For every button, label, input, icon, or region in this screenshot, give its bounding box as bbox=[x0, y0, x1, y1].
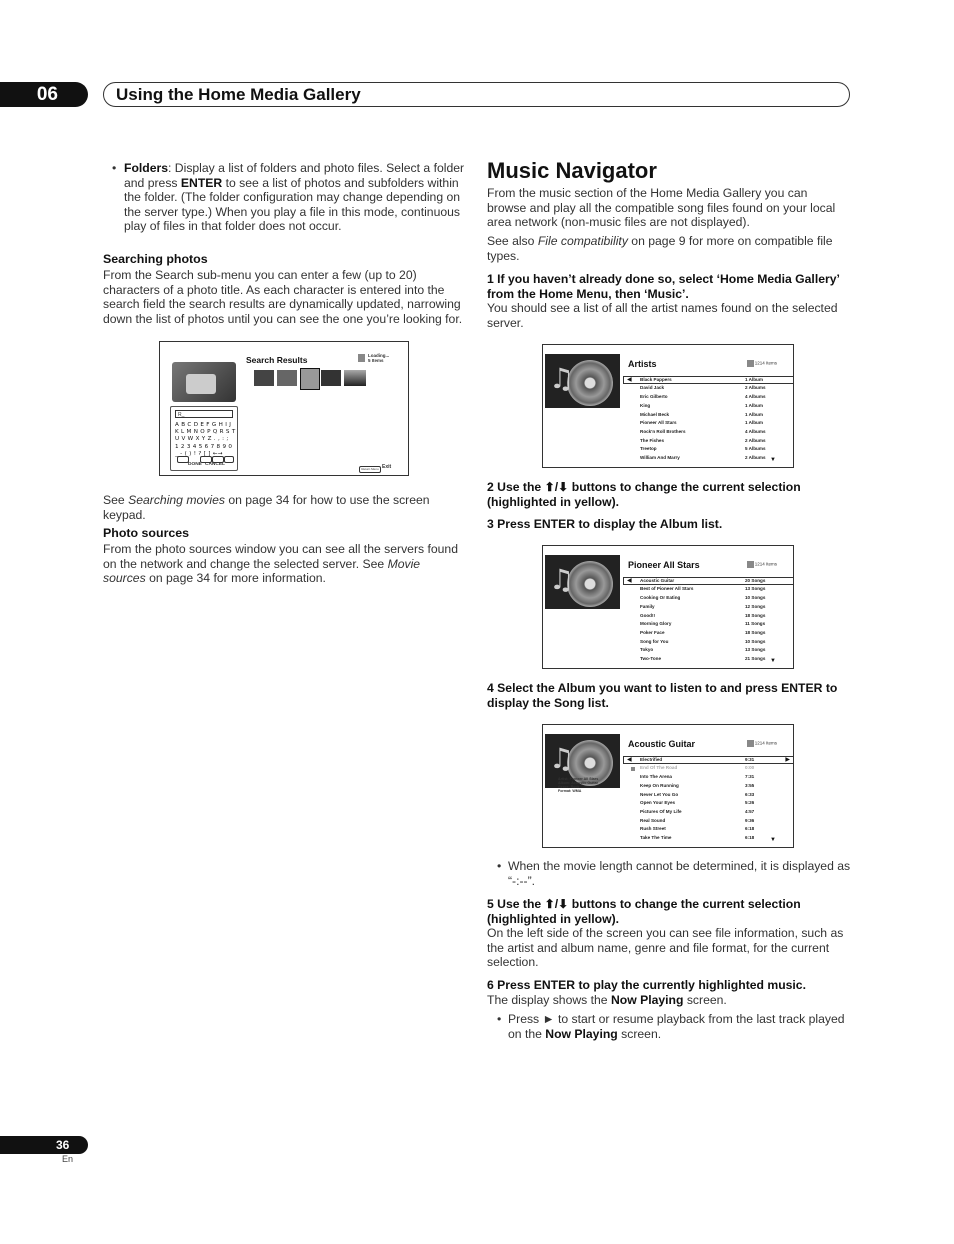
see-text-a: See bbox=[103, 493, 129, 507]
list-item[interactable] bbox=[640, 773, 795, 782]
list-item-name: Black Pappers bbox=[640, 376, 672, 382]
list-item[interactable] bbox=[640, 445, 795, 454]
list-item-value: 18 Songs bbox=[745, 612, 766, 618]
list-item-value: 1 Album bbox=[745, 376, 763, 382]
list-item-name: Real Sound bbox=[640, 817, 666, 823]
folders-text-b: to see a list of photos and subfolders within the folder. (The folder configuration may change depending on the server type.) When you play a file in this mode, continuous play of files in that folder does not occur. bbox=[124, 175, 461, 234]
see-italic: Searching movies bbox=[128, 493, 225, 507]
loading-status bbox=[368, 353, 389, 363]
file-info-line: Album: Acoustic Guitar bbox=[558, 781, 598, 785]
step-1-text: You should see a list of all the artist names found on the selected server. bbox=[487, 301, 838, 330]
step6-b: screen. bbox=[683, 993, 727, 1007]
scroll-down-icon[interactable]: ▼ bbox=[770, 658, 776, 665]
list-item[interactable] bbox=[640, 384, 795, 393]
list-item-value: 6:18 bbox=[745, 826, 755, 832]
search-results-title: Search Results bbox=[246, 355, 308, 365]
list-item-value: 2 Albums bbox=[745, 385, 766, 391]
see-also-italic: File compatibility bbox=[537, 234, 628, 248]
list-item-value: 21 Songs bbox=[745, 656, 766, 661]
items-count bbox=[747, 740, 777, 747]
list-item[interactable] bbox=[640, 799, 795, 808]
list-item-name: Electrified bbox=[640, 756, 663, 762]
list-item-name: Cooking Or Eating bbox=[640, 595, 681, 601]
list-item-value: 13 Songs bbox=[745, 647, 766, 653]
list-item-value: 4:57 bbox=[745, 808, 755, 814]
photo-thumbnail-selected[interactable] bbox=[300, 368, 320, 390]
scroll-down-icon[interactable]: ▼ bbox=[770, 837, 776, 844]
list-item[interactable] bbox=[640, 612, 795, 621]
list-item[interactable] bbox=[640, 393, 795, 402]
music-intro: From the music section of the Home Media Gallery you can browse and play all the compatible song files found on your local area network (non-music files are not displayed). bbox=[487, 186, 836, 230]
music-note-icon: ♫ bbox=[549, 742, 575, 775]
left-arrow-icon[interactable]: ◀ bbox=[627, 578, 632, 584]
step-5-text: On the left side of the screen you can see file information, such as the artist and album name, genre and file format, for the current selection. bbox=[487, 926, 844, 970]
list-item-value: 2 Albums bbox=[745, 437, 766, 443]
page-number: 36 bbox=[56, 1138, 70, 1152]
lock-icon bbox=[631, 767, 635, 771]
camera-thumbnail bbox=[172, 362, 236, 402]
list-item-name: Morning Glory bbox=[640, 621, 672, 627]
photo-sources-heading: Photo sources bbox=[103, 526, 190, 540]
list-item-value: 7:31 bbox=[745, 774, 755, 780]
items-count-text: 1214 Items bbox=[754, 561, 777, 567]
press-bold: Now Playing bbox=[545, 1026, 618, 1041]
list-item-value: 4 Albums bbox=[745, 428, 766, 434]
albums-screen bbox=[542, 545, 794, 669]
step-6: 6 Press ENTER to play the currently highlighted music. bbox=[487, 978, 806, 992]
list-item-value: 20 Songs bbox=[745, 577, 766, 583]
loading-text: Loading... bbox=[368, 353, 390, 358]
list-item-value: 3:55 bbox=[745, 782, 755, 788]
list-item-name: Eric Gilberto bbox=[640, 394, 668, 400]
right-arrow-icon[interactable]: ▶ bbox=[785, 757, 790, 763]
list-item[interactable] bbox=[640, 376, 795, 385]
list-item-value: 1 Album bbox=[745, 402, 763, 408]
search-input[interactable]: R_ bbox=[175, 410, 233, 418]
chapter-title: Using the Home Media Gallery bbox=[116, 85, 361, 104]
return-menu-button[interactable]: Return Menu bbox=[359, 466, 381, 473]
list-item[interactable] bbox=[640, 594, 795, 603]
keypad-row[interactable]: K L M N O P Q R S T bbox=[175, 429, 236, 436]
step-5: 5 Use the ⬆/⬇ buttons to change the current selection (highlighted in yellow). bbox=[487, 897, 801, 926]
list-item[interactable] bbox=[640, 825, 795, 834]
list-item-name: Poker Face bbox=[640, 629, 665, 635]
left-arrow-icon[interactable]: ◀ bbox=[627, 377, 632, 383]
photo-thumbnails bbox=[254, 370, 366, 388]
length-note: When the movie length cannot be determined, it is displayed as “-:--”. bbox=[508, 859, 851, 888]
file-info-line: Format: WMA bbox=[558, 789, 582, 793]
left-arrow-icon[interactable]: ◀ bbox=[627, 757, 632, 763]
keypad-row[interactable]: 1 2 3 4 5 6 7 8 9 0 bbox=[175, 443, 233, 450]
bullet-dot: • bbox=[497, 859, 502, 873]
photo-thumbnail[interactable] bbox=[277, 370, 297, 386]
photo-thumbnail[interactable] bbox=[254, 370, 274, 386]
list-item-value: 4 Albums bbox=[745, 394, 766, 400]
list-item[interactable] bbox=[640, 603, 795, 612]
list-item-value: 13 Songs bbox=[745, 586, 766, 592]
list-item[interactable] bbox=[640, 577, 795, 586]
list-item[interactable] bbox=[640, 620, 795, 629]
list-item-name: Tokyo bbox=[640, 647, 654, 653]
items-icon bbox=[747, 561, 754, 568]
keypad-frame bbox=[170, 406, 238, 471]
list-item-name: Michael Beck bbox=[640, 411, 670, 417]
list-item-value: 6:18 bbox=[745, 835, 755, 840]
file-info bbox=[558, 777, 598, 793]
items-count: 5 Items bbox=[368, 358, 384, 363]
sources-italic: Movie sources bbox=[103, 556, 421, 586]
step-3: 3 Press ENTER to display the Album list. bbox=[487, 517, 723, 531]
screen-title: Acoustic Guitar bbox=[628, 739, 696, 749]
list-item[interactable] bbox=[640, 411, 795, 420]
list-item[interactable] bbox=[640, 419, 795, 428]
list-item-name: Rush Street bbox=[640, 826, 666, 832]
screen-title: Artists bbox=[628, 359, 657, 369]
list-item-value: 6:33 bbox=[745, 791, 755, 797]
list-item-value: 10 Songs bbox=[745, 638, 766, 644]
list-item[interactable] bbox=[640, 782, 795, 791]
see-also-b: on page 9 for more on compatible file types. bbox=[487, 234, 833, 263]
searching-photos-text: From the Search sub-menu you can enter a few (up to 20) characters of a photo title. As each character is entered into the search field the search results are dynamically updated, narrowing down the list of photos until you can see the one you’re looking for. bbox=[103, 268, 463, 326]
list-item-name: Treetop bbox=[640, 446, 657, 452]
list-item-name: End Of The Road bbox=[640, 765, 678, 771]
bullet-dot: • bbox=[112, 161, 117, 175]
see-also-a: See also bbox=[487, 234, 538, 248]
music-note-icon: ♫ bbox=[549, 362, 575, 395]
chapter-number: 06 bbox=[36, 84, 58, 105]
list-item[interactable] bbox=[640, 646, 795, 655]
list-item[interactable] bbox=[640, 791, 795, 800]
list-item-name: Best of Pioneer All Stars bbox=[640, 586, 694, 592]
list-item-name: Pioneer All Stars bbox=[640, 420, 677, 426]
list-item-value: 2 Albums bbox=[745, 455, 766, 460]
list-item-value: 0:00 bbox=[745, 765, 755, 771]
list-item[interactable] bbox=[640, 428, 795, 437]
folders-term: Folders bbox=[124, 161, 169, 175]
folders-text-a: : Display a list of folders and photo files. Select a folder and press bbox=[124, 161, 465, 190]
items-count-text: 1214 Items bbox=[754, 740, 777, 746]
screen-title: Pioneer All Stars bbox=[628, 560, 700, 570]
list-item-name: Good!! bbox=[640, 612, 656, 618]
list-item[interactable] bbox=[640, 756, 795, 765]
see-text-b: on page 34 for how to use the screen keypad. bbox=[103, 493, 430, 522]
list-item-name: Never Let You Go bbox=[640, 791, 679, 797]
list-item-value: 1 Album bbox=[745, 420, 763, 426]
press-b: screen. bbox=[617, 1026, 662, 1041]
list-item-value: 9:36 bbox=[745, 817, 755, 823]
cancel-button[interactable]: CANCEL bbox=[205, 462, 225, 467]
page-number-tab bbox=[0, 1136, 88, 1154]
list-item-name: Open Your Eyes bbox=[640, 800, 676, 806]
keypad-row[interactable]: A B C D E F G H I J bbox=[175, 422, 232, 428]
music-note-icon: ♫ bbox=[549, 563, 575, 596]
keypad-row[interactable]: _ - ( ) ! ? [ ] ←→ bbox=[175, 450, 223, 457]
list-item-name: Rock'n Roll Brothers bbox=[640, 428, 686, 434]
items-icon bbox=[747, 360, 754, 367]
list-item[interactable] bbox=[640, 764, 795, 773]
list-item[interactable] bbox=[640, 817, 795, 826]
list-item[interactable] bbox=[640, 808, 795, 817]
items-count bbox=[747, 561, 777, 568]
list-item-name: Family bbox=[640, 603, 655, 609]
list-item[interactable] bbox=[640, 629, 795, 638]
list-item-name: William And Marry bbox=[640, 455, 680, 460]
step6-bold: Now Playing bbox=[610, 993, 684, 1007]
list-item-name: Acoustic Guitar bbox=[640, 577, 675, 583]
artists-screen bbox=[542, 344, 794, 468]
list-item-name: King bbox=[640, 402, 651, 408]
list-item-name: The Fishes bbox=[640, 437, 664, 443]
exit-label: Exit bbox=[382, 464, 392, 470]
list-item[interactable] bbox=[640, 402, 795, 411]
list-item-name: Keep On Running bbox=[640, 782, 679, 788]
list-item-value: 1 Album bbox=[745, 411, 763, 417]
items-icon bbox=[358, 354, 365, 362]
items-count bbox=[747, 360, 777, 367]
list-item-name: Into The Arena bbox=[640, 774, 672, 780]
list-item-value: 5 Albums bbox=[745, 446, 766, 452]
music-thumbnail bbox=[545, 555, 620, 609]
searching-photos-heading: Searching photos bbox=[103, 252, 208, 266]
folders-enter: ENTER bbox=[180, 175, 223, 190]
list-item-value: 18 Songs bbox=[745, 629, 766, 635]
step-2: 2 Use the ⬆/⬇ buttons to change the current selection (highlighted in yellow). bbox=[487, 480, 801, 509]
music-thumbnail bbox=[545, 354, 620, 408]
items-count-text: 1214 Items bbox=[754, 360, 777, 366]
camera-icon bbox=[186, 374, 216, 394]
photo-thumbnail[interactable] bbox=[321, 370, 341, 386]
list-item[interactable] bbox=[640, 638, 795, 647]
songs-screen bbox=[542, 724, 794, 848]
scroll-down-icon[interactable]: ▼ bbox=[770, 457, 776, 464]
sources-text-b: on page 34 for more information. bbox=[145, 571, 326, 586]
list-item-name: Two-Tone bbox=[640, 656, 662, 661]
list-item-value: 10 Songs bbox=[745, 595, 766, 601]
step-1: 1 If you haven’t already done so, select ‘Home Media Gallery’ from the Home Menu, then ‘Music’. bbox=[487, 272, 840, 301]
step-6-text bbox=[487, 993, 849, 1008]
file-compat-note bbox=[487, 234, 849, 263]
step6-a: The display shows the bbox=[487, 993, 611, 1007]
file-info-line: Genre: Rock bbox=[558, 785, 580, 789]
photo-thumbnail[interactable] bbox=[344, 370, 366, 386]
press-play-note bbox=[508, 1012, 853, 1041]
list-item-value: 5:26 bbox=[745, 800, 755, 806]
done-button[interactable]: DONE bbox=[188, 462, 202, 467]
photo-sources-text bbox=[103, 542, 465, 586]
language-code: En bbox=[62, 1154, 74, 1164]
bullet-dot: • bbox=[497, 1012, 502, 1026]
list-item-value: 12 Songs bbox=[745, 603, 766, 609]
press-a: Press ► to start or resume playback from the last track played on the bbox=[508, 1012, 845, 1041]
keypad-row[interactable]: U V W X Y Z . , : ; bbox=[175, 436, 229, 443]
list-item[interactable] bbox=[640, 585, 795, 594]
search-results-screen bbox=[159, 341, 409, 476]
items-icon bbox=[747, 740, 754, 747]
file-info-line: Artist: Pioneer All Stars bbox=[558, 777, 599, 781]
list-item-name: David Jack bbox=[640, 385, 665, 391]
list-item-value: 9:31 bbox=[745, 756, 755, 762]
list-item-name: Pictures Of My Life bbox=[640, 808, 682, 814]
list-item-name: Take The Time bbox=[640, 835, 672, 840]
step-4: 4 Select the Album you want to listen to and press ENTER to display the Song list. bbox=[487, 681, 838, 710]
chapter-number-tab bbox=[0, 82, 88, 107]
list-item[interactable] bbox=[640, 437, 795, 446]
music-navigator-title: Music Navigator bbox=[487, 158, 657, 183]
searching-movies-note bbox=[103, 493, 473, 522]
folders-paragraph bbox=[124, 161, 465, 234]
list-item-name: Song for You bbox=[640, 638, 669, 644]
sources-text-a: From the photo sources window you can see all the servers found on the network and change the selected server. See bbox=[103, 542, 458, 571]
list-item-value: 11 Songs bbox=[745, 621, 766, 627]
